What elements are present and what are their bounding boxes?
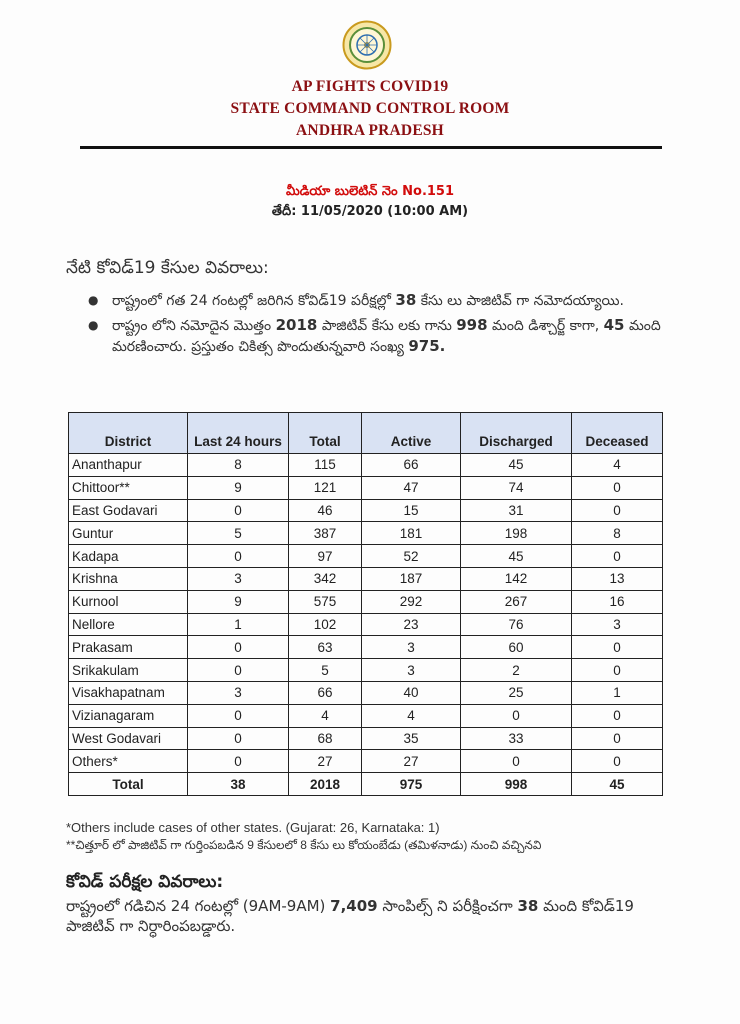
active-cell: 292 — [362, 590, 461, 613]
last-24-hours-cell: 0 — [188, 659, 289, 682]
district-cell: Kadapa — [69, 545, 188, 568]
table-total-row — [69, 773, 663, 796]
column-header: District — [69, 413, 188, 454]
bullet-text: మంది డిశ్చార్జ్ కాగా, — [487, 318, 604, 334]
total-cell: 63 — [289, 636, 362, 659]
district-cell: Prakasam — [69, 636, 188, 659]
total-cell: 46 — [289, 499, 362, 522]
deceased-cell: 1 — [572, 681, 663, 704]
district-cell: Others* — [69, 750, 188, 773]
table-row — [69, 681, 663, 704]
discharged-cell: 0 — [461, 704, 572, 727]
active-cell: 3 — [362, 636, 461, 659]
deceased-cell: 0 — [572, 499, 663, 522]
column-header: Deceased — [572, 413, 663, 454]
total-deceased-cell: 45 — [572, 773, 663, 796]
deceased-cell: 0 — [572, 659, 663, 682]
last-24-hours-cell: 3 — [188, 681, 289, 704]
deceased-cell: 0 — [572, 727, 663, 750]
header-divider — [80, 146, 662, 149]
deceased-cell: 0 — [572, 704, 663, 727]
summary-bullet-2 — [88, 315, 666, 357]
bullet-text: రాష్ట్రం లోని నమోదైన మొత్తం — [112, 318, 276, 334]
bullet-text: కేసు లు పాజిటివ్ గా నమోదయ్యాయి. — [416, 293, 625, 309]
table-row — [69, 636, 663, 659]
discharged-cell: 142 — [461, 567, 572, 590]
discharged-cell: 74 — [461, 476, 572, 499]
ap-state-emblem-icon — [342, 20, 392, 70]
district-cell: Visakhapatnam — [69, 681, 188, 704]
bullet-text: మంది మరణించారు. ప్రస్తుతం చికిత్స పొందుతున్నవారి సంఖ్య — [112, 318, 661, 355]
footnote-others: *Others include cases of other states. (Gujarat: 26, Karnataka: 1) — [66, 820, 440, 835]
table-row — [69, 567, 663, 590]
table-row — [69, 659, 663, 682]
deceased-cell: 16 — [572, 590, 663, 613]
active-cell: 15 — [362, 499, 461, 522]
total-active-cell: 975 — [362, 773, 461, 796]
summary-bullet-1 — [88, 290, 666, 311]
bullet-number: 45 — [603, 316, 625, 334]
total-cell: 68 — [289, 727, 362, 750]
district-cell: East Godavari — [69, 499, 188, 522]
last-24-hours-cell: 3 — [188, 567, 289, 590]
deceased-cell: 0 — [572, 476, 663, 499]
deceased-cell: 13 — [572, 567, 663, 590]
testing-text: సాంపిల్స్ ని పరీక్షించగా — [377, 897, 518, 915]
discharged-cell: 60 — [461, 636, 572, 659]
active-cell: 187 — [362, 567, 461, 590]
total-cell: 102 — [289, 613, 362, 636]
footnote-chittoor: **చిత్తూర్ లో పాజిటివ్ గా గుర్తింపబడిన 9 కేసులలో 8 కేసు లు కోయంబేడు (తమిళనాడు) నుంచి వచ్చినవి — [66, 838, 542, 852]
total-cell: 5 — [289, 659, 362, 682]
total-cell: 342 — [289, 567, 362, 590]
testing-text: మంది కోవిడ్19 పాజిటివ్ గా నిర్ధారింపబడ్డారు. — [66, 897, 634, 935]
column-header: Active — [362, 413, 461, 454]
district-cell: Kurnool — [69, 590, 188, 613]
district-cell: West Godavari — [69, 727, 188, 750]
active-cell: 52 — [362, 545, 461, 568]
district-cell: Ananthapur — [69, 454, 188, 477]
deceased-cell: 3 — [572, 613, 663, 636]
bulletin-date — [0, 204, 740, 222]
bullet-text: రాష్ట్రంలో గత 24 గంటల్లో జరిగిన కోవిడ్19 పరీక్షల్లో — [112, 293, 396, 309]
header-line-1: AP FIGHTS COVID19 — [291, 78, 449, 95]
column-header: Total — [289, 413, 362, 454]
bullet-number: 975. — [408, 337, 446, 355]
date-value: : 11/05/2020 (10:00 AM) — [291, 204, 469, 219]
summary-list — [88, 290, 666, 361]
bullet-text: పాజిటివ్ కేసు లకు గాను — [317, 318, 457, 334]
discharged-cell: 0 — [461, 750, 572, 773]
testing-heading: కోవిడ్ పరీక్షల వివరాలు: — [66, 872, 224, 892]
column-header: Discharged — [461, 413, 572, 454]
testing-text: రాష్ట్రంలో గడిచిన 24 గంటల్లో (9AM-9AM) — [66, 897, 331, 915]
deceased-cell: 8 — [572, 522, 663, 545]
discharged-cell: 45 — [461, 545, 572, 568]
discharged-cell: 2 — [461, 659, 572, 682]
total-last-24-hours-cell: 38 — [188, 773, 289, 796]
positives-count: 38 — [517, 897, 539, 915]
last-24-hours-cell: 0 — [188, 750, 289, 773]
active-cell: 23 — [362, 613, 461, 636]
deceased-cell: 4 — [572, 454, 663, 477]
deceased-cell: 0 — [572, 750, 663, 773]
district-cell: Srikakulam — [69, 659, 188, 682]
active-cell: 66 — [362, 454, 461, 477]
total-discharged-cell: 998 — [461, 773, 572, 796]
district-cell: Vizianagaram — [69, 704, 188, 727]
table-row — [69, 727, 663, 750]
last-24-hours-cell: 1 — [188, 613, 289, 636]
discharged-cell: 267 — [461, 590, 572, 613]
summary-heading: నేటి కోవిడ్19 కేసుల వివరాలు: — [66, 258, 269, 278]
active-cell: 27 — [362, 750, 461, 773]
table-row — [69, 750, 663, 773]
last-24-hours-cell: 0 — [188, 636, 289, 659]
table-row — [69, 590, 663, 613]
active-cell: 47 — [362, 476, 461, 499]
header-line-3: ANDHRA PRADESH — [296, 122, 444, 139]
total-cell: 575 — [289, 590, 362, 613]
table-row — [69, 545, 663, 568]
last-24-hours-cell: 0 — [188, 545, 289, 568]
table-header-row — [69, 413, 663, 454]
bullet-number: 2018 — [275, 316, 318, 334]
last-24-hours-cell: 0 — [188, 499, 289, 522]
district-cases-table — [68, 412, 663, 796]
table-row — [69, 476, 663, 499]
discharged-cell: 31 — [461, 499, 572, 522]
district-cell: Krishna — [69, 567, 188, 590]
discharged-cell: 45 — [461, 454, 572, 477]
deceased-cell: 0 — [572, 636, 663, 659]
total-district-cell: Total — [69, 773, 188, 796]
table-row — [69, 454, 663, 477]
total-cell: 115 — [289, 454, 362, 477]
last-24-hours-cell: 0 — [188, 704, 289, 727]
bullet-number: 38 — [395, 291, 417, 309]
last-24-hours-cell: 9 — [188, 590, 289, 613]
total-total-cell: 2018 — [289, 773, 362, 796]
district-cell: Nellore — [69, 613, 188, 636]
district-cell: Chittoor** — [69, 476, 188, 499]
district-cell: Guntur — [69, 522, 188, 545]
discharged-cell: 76 — [461, 613, 572, 636]
total-cell: 121 — [289, 476, 362, 499]
total-cell: 27 — [289, 750, 362, 773]
table-row — [69, 613, 663, 636]
table-row — [69, 704, 663, 727]
total-cell: 4 — [289, 704, 362, 727]
total-cell: 387 — [289, 522, 362, 545]
samples-count: 7,409 — [330, 897, 378, 915]
last-24-hours-cell: 0 — [188, 727, 289, 750]
active-cell: 4 — [362, 704, 461, 727]
total-cell: 66 — [289, 681, 362, 704]
testing-details — [66, 896, 676, 936]
discharged-cell: 198 — [461, 522, 572, 545]
active-cell: 3 — [362, 659, 461, 682]
discharged-cell: 25 — [461, 681, 572, 704]
active-cell: 40 — [362, 681, 461, 704]
active-cell: 181 — [362, 522, 461, 545]
table-row — [69, 499, 663, 522]
total-cell: 97 — [289, 545, 362, 568]
header-line-2: STATE COMMAND CONTROL ROOM — [230, 100, 510, 117]
bullet-number: 998 — [456, 316, 488, 334]
active-cell: 35 — [362, 727, 461, 750]
column-header: Last 24 hours — [188, 413, 289, 454]
last-24-hours-cell: 5 — [188, 522, 289, 545]
table-row — [69, 522, 663, 545]
discharged-cell: 33 — [461, 727, 572, 750]
last-24-hours-cell: 8 — [188, 454, 289, 477]
last-24-hours-cell: 9 — [188, 476, 289, 499]
bulletin-title: మీడియా బులెటిన్ నెం No.151 — [285, 184, 455, 199]
date-label: తేదీ — [271, 204, 292, 219]
deceased-cell: 0 — [572, 545, 663, 568]
